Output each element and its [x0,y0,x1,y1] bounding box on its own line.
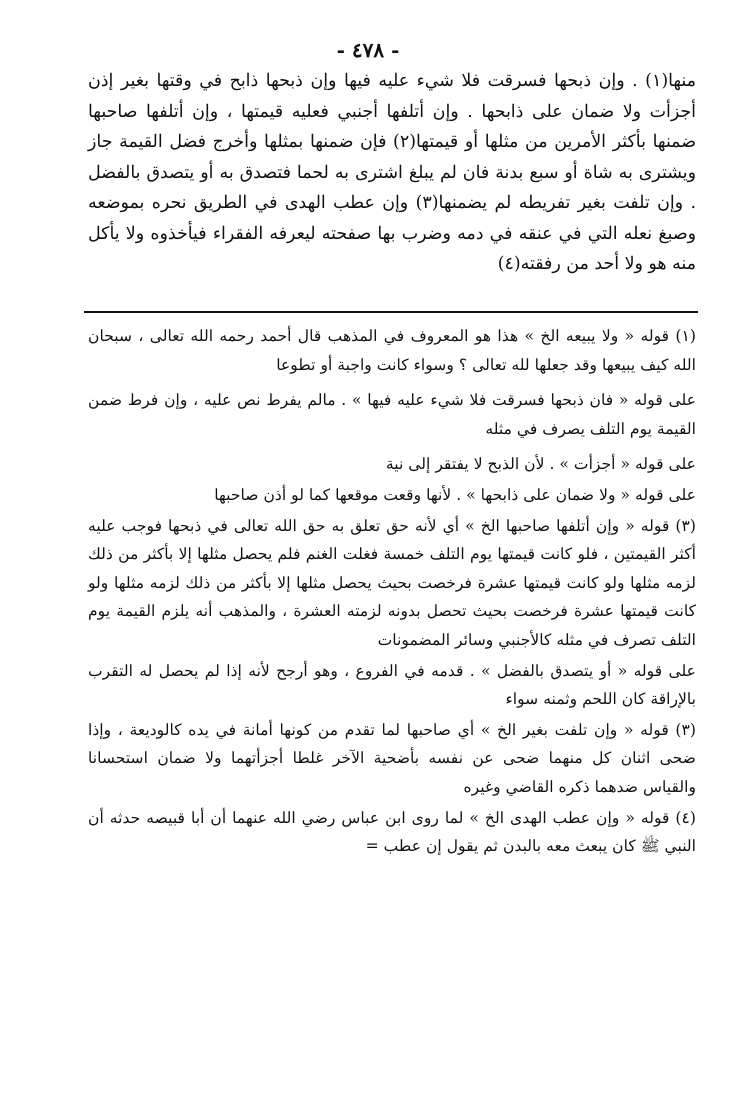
footnote-note-daman: على قوله « ولا ضمان على ذابحها » . لأنها وقعت موقعها كما لو أذن صاحبها [214,485,696,504]
footnote-separator [84,311,698,313]
footnote-1: (١) قوله « ولا يبيعه الخ » هذا هو المعروف في المذهب قال أحمد رحمه الله تعالى ، سبحان الله كيف يبيعها وقد جعلها لله تعالى ؟ وسواء كانت واجبة أو تطوعا [88,327,696,374]
footnotes-block [88,322,696,863]
footnote-3a: (٣) قوله « وإن أتلفها صاحبها الخ » أي لأنه حق تعلق به حق الله تعالى في ذبحها فوجب عليه أكثر القيمتين ، فلو كانت قيمتها يوم التلف خمسة فغلت الغنم فلم يحصل مثلها إلا بأكثر من ذلك لزمه مثلها ولو كانت قيمتها عشرة فرخصت بحيث يحصل مثلها إلا بأكثر من ذلك لزمه مثلها ولو كانت قيمتها عشرة فرخصت بحيث تحصل بدونه لزمته العشرة ، والمذهب أنه يلزم القيمة يوم التلف تصرف في مثله كالأجنبي وسائر المضمونات [88,516,696,649]
footnote-3b: (٣) قوله « وإن تلفت بغير الخ » أي صاحبها لما تقدم من كونها أمانة في يده كالوديعة ، وإذا ضحى اثنان كل منهما ضحى عن نفسه بأضحية الآخر غلطا أجزأتهما ولا ضمان استحسانا والقياس ضدهما ذكره القاضي وغيره [88,720,696,796]
page-number: - ٤٧٨ - [336,38,400,62]
main-text-block [88,66,696,280]
footnote-4: (٤) قوله « وإن عطب الهدى الخ » لما روى ابن عباس رضي الله عنهما أن أبا قبيصه حدثه أن النبي ﷺ كان يبعث معه بالبدن ثم يقول إن عطب = [88,808,696,856]
footnote-note-fadl: على قوله « أو يتصدق بالفضل » . قدمه في الفروع ، وهو أرجح لأنه إذا لم يحصل له التقرب بالإراقة كان اللحم وثمنه سواء [88,661,696,709]
main-paragraph: منها(١) . وإن ذبحها فسرقت فلا شيء عليه فيها وإن ذبحها ذابح في وقتها بغير إذن أجزأت ولا ضمان على ذابحها . وإن أتلفها أجنبي فعليه قيمتها ، وإن أتلفها صاحبها ضمنها بأكثر الأمرين من مثلها أو قيمتها(٢) فإن ضمنها بمثلها وأخرج فضل القيمة جاز ويشترى به شاة أو سبع بدنة فان لم يبلغ اشترى به لحما فتصدق به أو يتصدق بالفضل . وإن تلفت بغير تفريطه لم يضمنها(٣) وإن عطب الهدى في الطريق نحره بموضعه وصبغ نعله التي في عنقه في دمه وضرب بها صفحته ليعرفه الفقراء فيأخذوه ولا يأكل منه هو ولا أحد من رفقته(٤) [88,71,697,274]
footnote-note-ajzaat: على قوله « أجزأت » . لأن الذبح لا يفتقر إلى نية [385,455,696,474]
footnote-note-sariqa: على قوله « فان ذبحها فسرقت فلا شيء عليه فيها » . مالم يفرط نص عليه ، وإن فرط ضمن القيمة يوم التلف يصرف في مثله [88,391,696,438]
